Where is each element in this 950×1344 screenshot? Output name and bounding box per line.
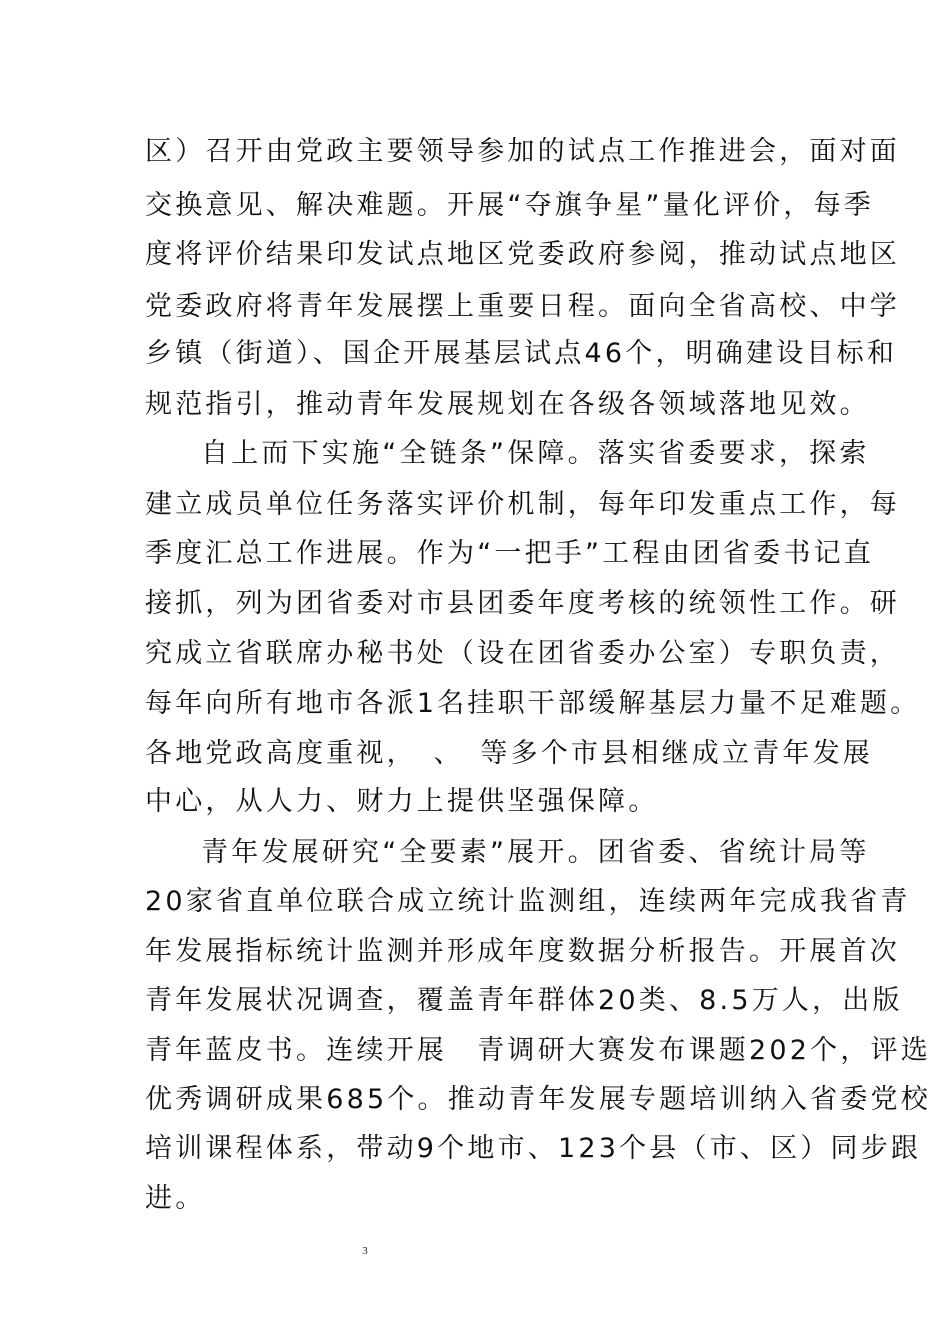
- text-line: [0, 1122, 950, 1176]
- page-number: 3: [362, 1245, 368, 1257]
- text-line-content: 年发展指标统计监测并形成年度数据分析报告。开展首次: [145, 936, 900, 967]
- text-line: [0, 875, 950, 929]
- paragraph-first-line: [0, 427, 950, 481]
- text-line-content: 接抓，列为团省委对市县团委年度考核的统领性工作。研: [145, 588, 900, 619]
- text-line: [0, 925, 950, 979]
- text-line: [0, 577, 950, 631]
- text-line-content: 进。: [145, 1183, 206, 1214]
- text-line-content: 20家省直单位联合成立统计监测组，连续两年完成我省青: [145, 886, 911, 917]
- text-line: [0, 527, 950, 581]
- text-line: [0, 775, 950, 829]
- text-line: [0, 974, 950, 1028]
- text-line-content: 青年蓝皮书。连续开展 青调研大赛发布课题202个，评选: [145, 1035, 931, 1066]
- text-line-content: 各地党政高度重视， 、 等多个市县相继成立青年发展: [145, 738, 873, 769]
- text-line-content: 区）召开由党政主要领导参加的试点工作推进会，面对面: [145, 136, 900, 167]
- text-line: [0, 627, 950, 681]
- text-line-content: 建立成员单位任务落实评价机制，每年印发重点工作，每: [145, 489, 900, 520]
- text-line: [0, 327, 950, 381]
- text-line-content: 优秀调研成果685个。推动青年发展专题培训纳入省委党校: [145, 1084, 931, 1115]
- text-line: [0, 677, 950, 731]
- text-line-content: 规范指引，推动青年发展规划在各级各领域落地见效。: [145, 389, 870, 420]
- text-line: [0, 478, 950, 532]
- paragraph-first-line: [0, 826, 950, 880]
- text-line-content: 党委政府将青年发展摆上重要日程。面向全省高校、中学: [145, 291, 900, 322]
- text-line-content: 青年发展状况调查，覆盖青年群体20类、8.5万人，出版: [145, 985, 903, 1016]
- text-line-content: 季度汇总工作进展。作为“一把手”工程由团省委书记直: [145, 538, 874, 569]
- text-line: [0, 179, 950, 233]
- text-line-content: 培训课程体系，带动9个地市、123个县（市、区）同步跟: [145, 1133, 922, 1164]
- text-line: [0, 125, 950, 179]
- text-line-content: 乡镇（街道）、国企开展基层试点46个，明确建设目标和: [145, 338, 898, 369]
- text-line: [0, 378, 950, 432]
- text-line: [0, 280, 950, 334]
- text-line-content: 青年发展研究“全要素”展开。团省委、省统计局等: [201, 837, 870, 868]
- text-line-content: 交换意见、解决难题。开展“夺旗争星”量化评价，每季: [145, 190, 874, 221]
- text-line-content: 度将评价结果印发试点地区党委政府参阅，推动试点地区: [145, 239, 900, 270]
- text-line-content: 中心，从人力、财力上提供坚强保障。: [145, 786, 659, 817]
- text-line-content: 自上而下实施“全链条”保障。落实省委要求，探索: [201, 438, 870, 469]
- text-line-content: 每年向所有地市各派1名挂职干部缓解基层力量不足难题。: [145, 688, 921, 719]
- text-line: [0, 1024, 950, 1078]
- text-line: [0, 1073, 950, 1127]
- text-line: [0, 228, 950, 282]
- text-line-content: 究成立省联席办秘书处（设在团省委办公室）专职负责，: [145, 638, 900, 669]
- text-line: [0, 727, 950, 781]
- text-line: [0, 1172, 950, 1226]
